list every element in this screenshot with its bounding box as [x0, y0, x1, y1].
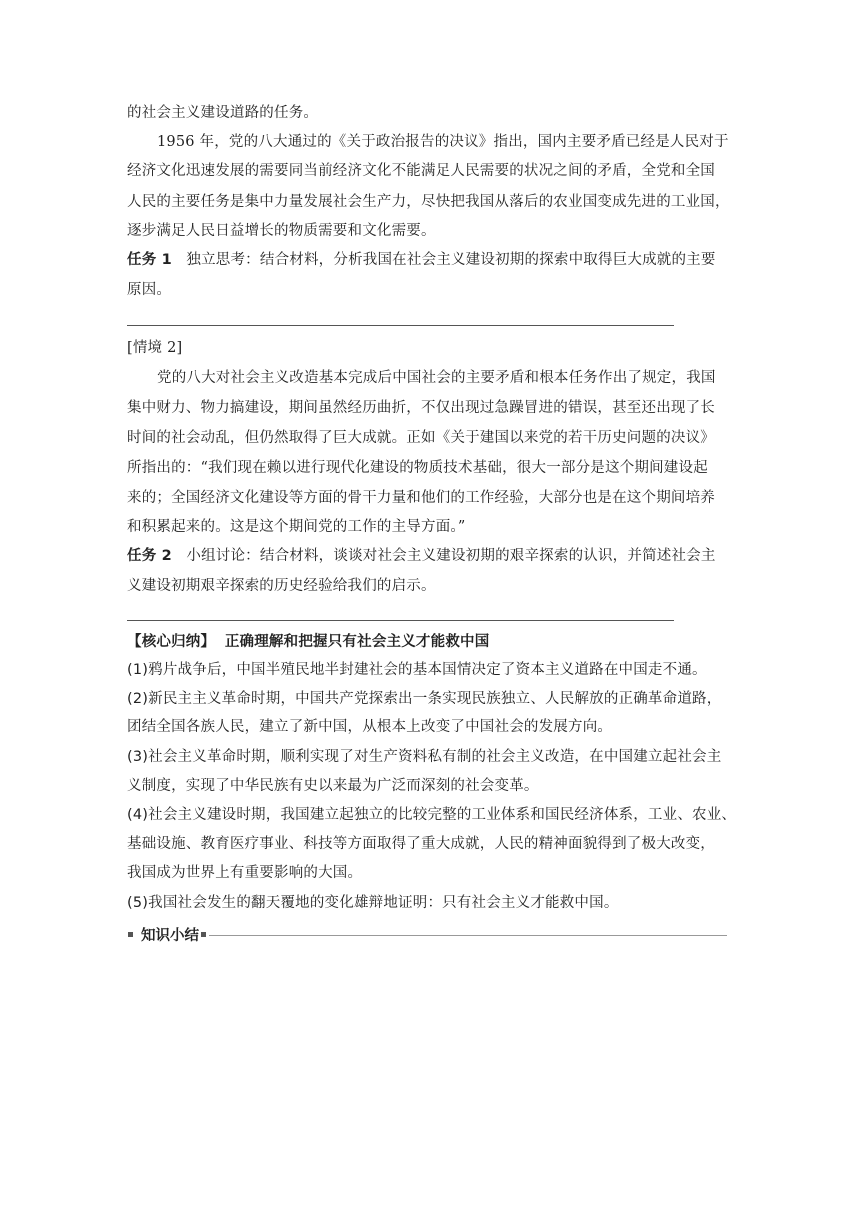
- paragraph-line: 党的八大对社会主义改造基本完成后中国社会的主要矛盾和根本任务作出了规定，我国: [157, 370, 716, 386]
- core-title: 正确理解和把握只有社会主义才能救中国: [224, 634, 490, 650]
- answer-line: [127, 325, 674, 326]
- paragraph-line: 和积累起来的。这是这个期间党的工作的主导方面。”: [127, 519, 466, 535]
- task-2-label: 任务 2: [127, 548, 172, 564]
- scene-2-heading: [情境 2]: [127, 340, 183, 356]
- paragraph-line: 经济文化迅速发展的需要同当前经济文化不能满足人民需要的状况之间的矛盾，全党和全国: [127, 163, 715, 179]
- paragraph-line: 时间的社会动乱，但仍然取得了巨大成就。正如《关于建国以来党的若干历史问题的决议》: [127, 430, 715, 446]
- knowledge-summary-title: 知识小结: [141, 928, 199, 944]
- section-divider: [209, 935, 727, 936]
- core-point: (4)社会主义建设时期，我国建立起独立的比较完整的工业体系和国民经济体系，工业、农业、: [127, 807, 737, 823]
- bullet-square-icon: [201, 932, 206, 937]
- task-2: [127, 546, 737, 566]
- core-point: (3)社会主义革命时期，顺利实现了对生产资料私有制的社会主义改造，在中国建立起社会主: [127, 749, 722, 765]
- core-tag: 【核心归纳】: [127, 634, 216, 650]
- task-2-continued: 义建设初期艰辛探索的历史经验给我们的启示。: [127, 578, 436, 594]
- core-point: 团结全国各族人民，建立了新中国，从根本上改变了中国社会的发展方向。: [127, 719, 613, 735]
- paragraph-line: 所指出的：“我们现在赖以进行现代化建设的物质技术基础，很大一部分是这个期间建设起: [127, 460, 708, 476]
- paragraph-line: 来的；全国经济文化建设等方面的骨干力量和他们的工作经验，大部分也是在这个期间培养: [127, 490, 715, 506]
- answer-line: [127, 620, 674, 621]
- paragraph-line: 逐步满足人民日益增长的物质需要和文化需要。: [127, 223, 436, 239]
- task-1-label: 任务 1: [127, 252, 172, 268]
- core-point: (5)我国社会发生的翻天覆地的变化雄辩地证明：只有社会主义才能救中国。: [127, 895, 619, 911]
- task-1: [127, 250, 737, 270]
- task-1-continued: 原因。: [127, 282, 172, 298]
- task-2-text: 小组讨论：结合材料，谈谈对社会主义建设初期的艰辛探索的认识，并简述社会主: [186, 548, 716, 564]
- knowledge-summary-bar: [127, 927, 727, 945]
- paragraph-line: 的社会主义建设道路的任务。: [127, 105, 319, 121]
- paragraph-line: 人民的主要任务是集中力量发展社会生产力，尽快把我国从落后的农业国变成先进的工业国，: [127, 194, 730, 210]
- core-point: 基础设施、教育医疗事业、科技等方面取得了重大成就，人民的精神面貌得到了极大改变，: [127, 836, 715, 852]
- core-point: (1)鸦片战争后，中国半殖民地半封建社会的基本国情决定了资本主义道路在中国走不通。: [127, 662, 707, 678]
- task-1-text: 独立思考：结合材料，分析我国在社会主义建设初期的探索中取得巨大成就的主要: [186, 252, 716, 268]
- core-heading: [127, 632, 737, 652]
- paragraph-line: 1956 年，党的八大通过的《关于政治报告的决议》指出，国内主要矛盾已经是人民对于: [157, 134, 729, 150]
- core-point: 我国成为世界上有重要影响的大国。: [127, 865, 363, 881]
- bullet-square-icon: [128, 932, 133, 937]
- core-point: (2)新民主主义革命时期，中国共产党探索出一条实现民族独立、人民解放的正确革命道路，: [127, 691, 722, 707]
- paragraph-line: 集中财力、物力搞建设，期间虽然经历曲折，不仅出现过急躁冒进的错误，甚至还出现了长: [127, 400, 715, 416]
- core-point: 义制度，实现了中华民族有史以来最为广泛而深刻的社会变革。: [127, 778, 539, 794]
